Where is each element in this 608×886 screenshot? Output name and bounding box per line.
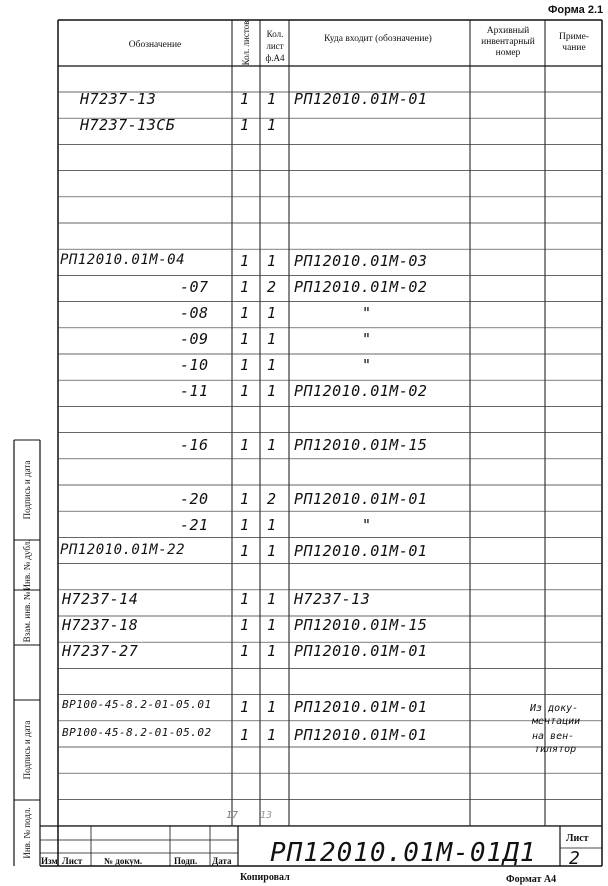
- row-quantity: 1: [267, 330, 277, 348]
- row-designation: РП12010.01М-04: [60, 252, 186, 268]
- row-designation: РП12010.01М-22: [60, 542, 186, 558]
- row-quantity: 1: [240, 116, 250, 134]
- row-quantity: 1: [267, 90, 277, 108]
- row-where-used: РП12010.01М-02: [294, 278, 428, 296]
- row-quantity: 1: [267, 382, 277, 400]
- row-quantity: 1: [267, 726, 277, 744]
- row-where-used: РП12010.01М-15: [294, 616, 428, 634]
- sheet-label: Лист: [566, 833, 589, 844]
- row-quantity: 1: [240, 278, 250, 296]
- row-designation: H7237-18: [62, 616, 139, 634]
- row-where-used: ": [362, 516, 372, 534]
- row-quantity: 1: [267, 304, 277, 322]
- row-designation: H7237-27: [62, 642, 139, 660]
- row-quantity: 1: [240, 356, 250, 374]
- header-qty-sheets: Кол. листов: [241, 20, 251, 66]
- row-where-used: H7237-13: [294, 590, 371, 608]
- row-quantity: 1: [240, 616, 250, 634]
- row-designation: -20: [180, 490, 209, 508]
- row-designation: -10: [180, 356, 209, 374]
- stamp-col-sign: Подп.: [174, 856, 198, 866]
- row-quantity: 1: [267, 542, 277, 560]
- row-quantity: 1: [240, 382, 250, 400]
- header-note: Приме- чание: [558, 32, 590, 53]
- row-quantity: 1: [267, 616, 277, 634]
- form-number-label: Форма 2.1: [548, 4, 604, 16]
- row-designation: -21: [180, 516, 209, 534]
- note-text-line: Из доку-: [530, 703, 579, 714]
- row-designation: H7237-13СБ: [80, 116, 176, 134]
- row-designation: H7237-13: [80, 90, 157, 108]
- header-archive-no: Архивный инвентарный номер: [481, 26, 535, 58]
- side-label-orig-inv: Инв. № подл.: [22, 807, 32, 859]
- row-quantity: 1: [267, 436, 277, 454]
- row-quantity: 1: [240, 304, 250, 322]
- row-quantity: 1: [240, 516, 250, 534]
- row-where-used: РП12010.01М-02: [294, 382, 428, 400]
- stamp-col-date: Дата: [212, 856, 232, 866]
- row-quantity: 1: [240, 330, 250, 348]
- row-where-used: РП12010.01М-01: [294, 698, 428, 716]
- footer-format: Формат А4: [506, 874, 557, 885]
- row-designation: ВР100-45-8.2-01-05.01: [62, 698, 212, 711]
- stamp-col-doc: № докум.: [104, 856, 143, 866]
- header-qty-sheets-a4: Кол. лист ф.А4: [265, 29, 285, 63]
- row-quantity: 2: [267, 490, 277, 508]
- header-where-used: Куда входит (обозначение): [324, 34, 432, 44]
- footer-copied: Копировал: [240, 872, 290, 883]
- row-quantity: 1: [267, 116, 277, 134]
- row-where-used: РП12010.01М-01: [294, 90, 428, 108]
- row-where-used: РП12010.01М-01: [294, 542, 428, 560]
- row-quantity: 1: [267, 698, 277, 716]
- side-label-replace-inv: Взам. инв. №: [22, 591, 32, 643]
- row-quantity: 1: [240, 436, 250, 454]
- note-text-line: на вен-: [532, 731, 575, 742]
- note-text-line: тилятор: [534, 744, 577, 755]
- row-designation: ВР100-45-8.2-01-05.02: [62, 726, 212, 739]
- row-quantity: 1: [267, 642, 277, 660]
- side-label-sign-date-2: Подпись и дата: [22, 720, 32, 780]
- row-where-used: ": [362, 356, 372, 374]
- row-where-used: ": [362, 304, 372, 322]
- row-where-used: РП12010.01М-15: [294, 436, 428, 454]
- side-label-dup-inv: Инв. № дубл.: [22, 539, 32, 591]
- row-quantity: 1: [240, 90, 250, 108]
- stamp-col-sheet: Лист: [62, 856, 83, 866]
- row-where-used: РП12010.01М-01: [294, 642, 428, 660]
- row-quantity: 1: [240, 590, 250, 608]
- stamp-mark: 17: [226, 810, 239, 821]
- row-where-used: РП12010.01М-03: [294, 252, 428, 270]
- side-label-sign-date-1: Подпись и дата: [22, 460, 32, 520]
- document-title: РП12010.01М-01Д1: [270, 838, 537, 868]
- row-where-used: РП12010.01М-01: [294, 490, 428, 508]
- row-quantity: 2: [267, 278, 277, 296]
- row-quantity: 1: [267, 252, 277, 270]
- row-quantity: 1: [240, 542, 250, 560]
- row-designation: -08: [180, 304, 209, 322]
- row-designation: -11: [180, 382, 209, 400]
- sheet-number: 2: [569, 848, 581, 869]
- row-where-used: РП12010.01М-01: [294, 726, 428, 744]
- row-quantity: 1: [267, 590, 277, 608]
- row-quantity: 1: [240, 490, 250, 508]
- row-quantity: 1: [240, 698, 250, 716]
- row-designation: -07: [180, 278, 209, 296]
- row-designation: -09: [180, 330, 209, 348]
- row-quantity: 1: [267, 516, 277, 534]
- row-quantity: 1: [267, 356, 277, 374]
- stamp-mark: 13: [260, 810, 273, 821]
- row-where-used: ": [362, 330, 372, 348]
- row-designation: H7237-14: [62, 590, 139, 608]
- row-quantity: 1: [240, 252, 250, 270]
- stamp-col-change: Изм: [41, 856, 58, 866]
- header-designation: Обозначение: [128, 40, 182, 50]
- row-designation: -16: [180, 436, 209, 454]
- row-quantity: 1: [240, 642, 250, 660]
- note-text-line: ментации: [532, 716, 581, 727]
- row-quantity: 1: [240, 726, 250, 744]
